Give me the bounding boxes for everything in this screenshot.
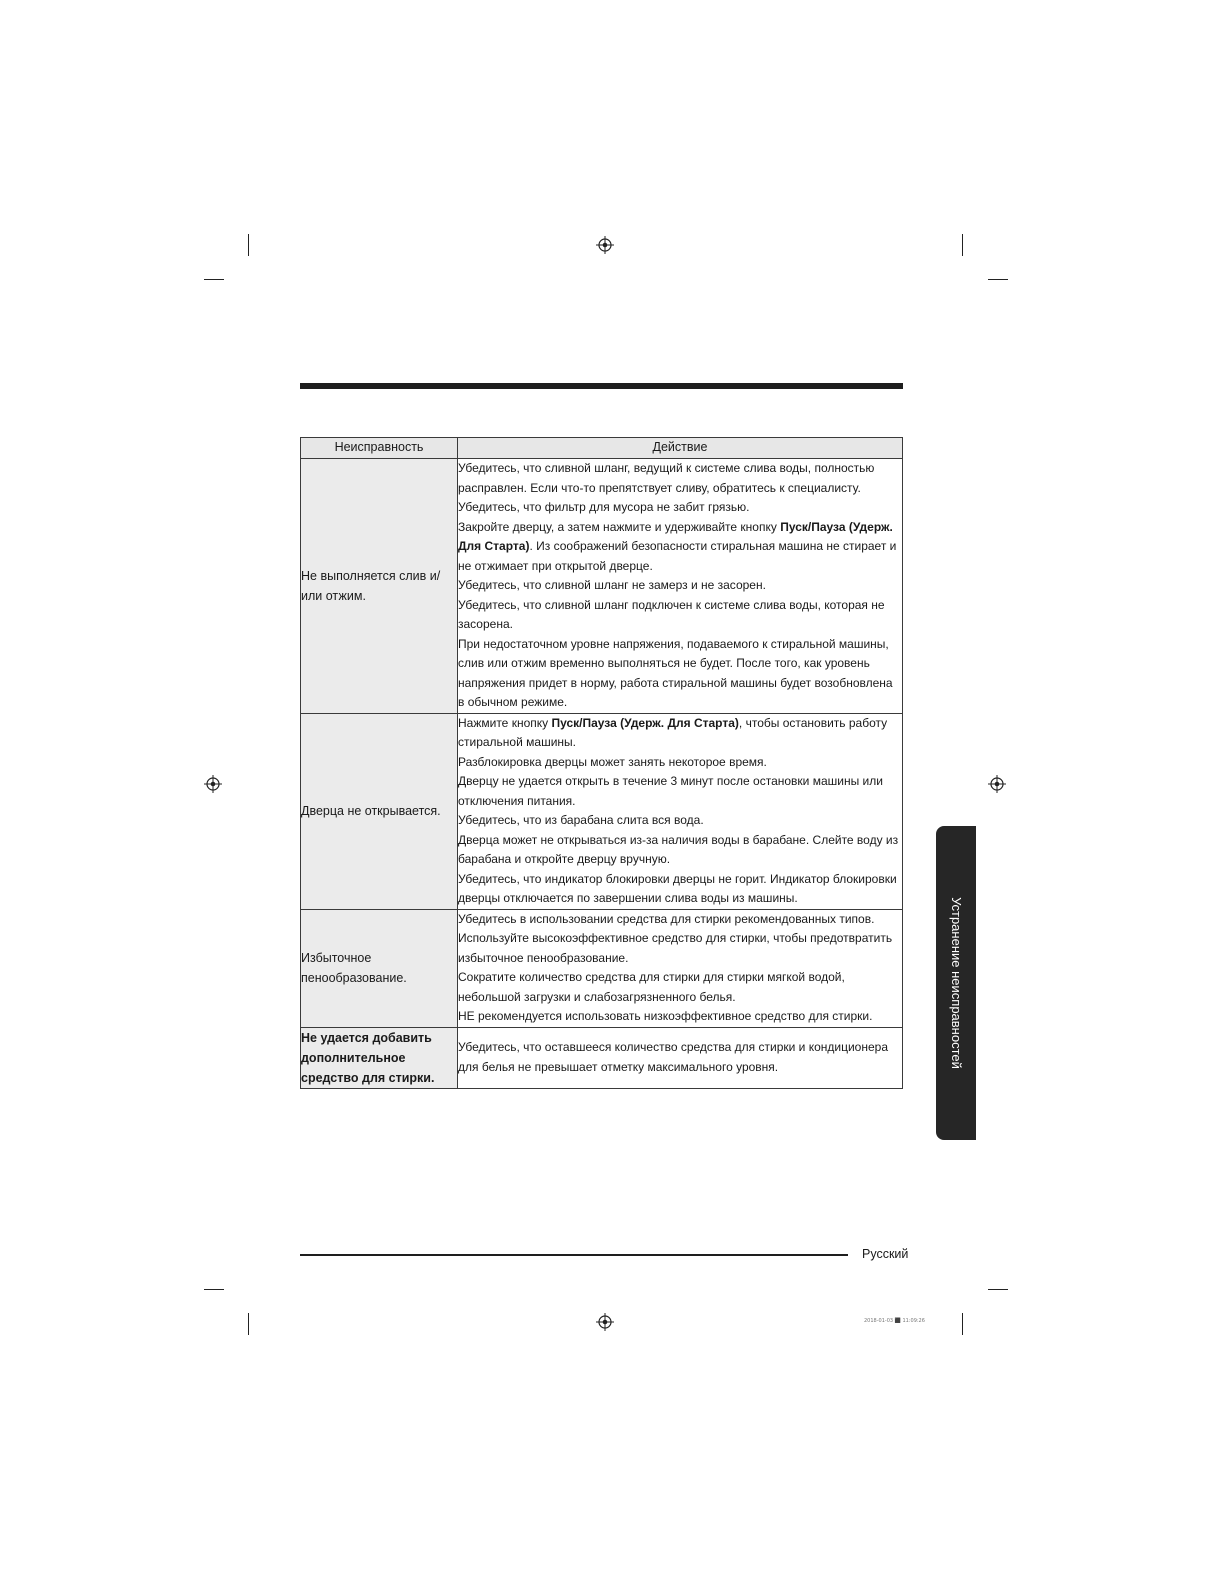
crop-mark xyxy=(988,279,1008,280)
action-item: НЕ рекомендуется использовать низкоэффективное средство для стирки. xyxy=(458,1009,873,1023)
table-header-row xyxy=(301,438,903,459)
registration-mark-icon xyxy=(596,236,614,254)
problem-cell: Не удается добавить дополнительное средство для стирки. xyxy=(301,1027,458,1088)
registration-mark-icon xyxy=(204,775,222,793)
action-list xyxy=(458,1038,902,1077)
crop-mark xyxy=(962,1313,963,1335)
action-item: Убедитесь, что фильтр для мусора не забит грязью. xyxy=(458,500,750,514)
problem-cell: Дверца не открывается. xyxy=(301,713,458,909)
section-side-tab-label: Устранение неисправностей xyxy=(949,897,964,1069)
button-name-emphasis: Пуск/Пауза (Удерж. Для Старта) xyxy=(551,715,739,730)
action-item: Убедитесь, что сливной шланг, ведущий к системе слива воды, полностью расправлен. Если что-то препятствует сливу, обратитесь к специалисту. xyxy=(458,461,875,495)
action-item: Убедитесь в использовании средства для стирки рекомендованных типов. xyxy=(458,911,875,926)
action-item: Убедитесь, что оставшееся количество средства для стирки и кондиционера для белья не превышает отметку максимального уровня. xyxy=(458,1040,889,1074)
button-name-emphasis: Пуск/Пауза (Удерж. Для Старта) xyxy=(458,519,893,553)
action-item: При недостаточном уровне напряжения, подаваемого к стиральной машины, слив или отжим временно выполняться не будет. После того, как уровень напряжения придет в норму, работа стиральной машины будет возобновлена в обычном режиме. xyxy=(458,636,893,709)
print-imprint: 2018-01-03 ⬛ 11:09:26 xyxy=(864,1318,925,1324)
table-row xyxy=(301,909,903,1027)
action-cell xyxy=(458,1027,903,1088)
crop-mark xyxy=(988,1289,1008,1290)
column-header-action: Действие xyxy=(458,438,903,459)
footer-rule xyxy=(300,1254,848,1256)
action-item: Убедитесь, что сливной шланг не замерз и не засорен. xyxy=(458,578,766,592)
action-item: Закройте дверцу, а затем нажмите и удерживайте кнопку Пуск/Пауза (Удерж. Для Старта). Из соображений безопасности стиральная машина не стирает и не отжимает при открытой дверце. xyxy=(458,519,897,573)
header-rule xyxy=(300,383,903,389)
problem-cell: Не выполняется слив и/ или отжим. xyxy=(301,459,458,714)
registration-mark-icon xyxy=(988,775,1006,793)
action-item: Нажмите кнопку Пуск/Пауза (Удерж. Для Старта), чтобы остановить работу стиральной машины. xyxy=(458,715,888,749)
action-item: Разблокировка дверцы может занять некоторое время. xyxy=(458,754,767,769)
action-item: Убедитесь, что из барабана слита вся вода. xyxy=(458,813,704,827)
action-item: Дверцу не удается открыть в течение 3 минут после остановки машины или отключения питания. xyxy=(458,774,883,808)
crop-mark xyxy=(962,234,963,256)
action-list xyxy=(458,714,902,909)
action-cell xyxy=(458,459,903,714)
crop-mark xyxy=(204,279,224,280)
footer-language: Русский xyxy=(862,1247,909,1261)
registration-mark-icon xyxy=(596,1313,614,1331)
table-row xyxy=(301,459,903,714)
action-item: Дверца может не открываться из-за наличия воды в барабане. Слейте воду из барабана и откройте дверцу вручную. xyxy=(458,832,899,866)
problem-cell: Избыточное пенообразование. xyxy=(301,909,458,1027)
crop-mark xyxy=(248,1313,249,1335)
action-item: Используйте высокоэффективное средство для стирки, чтобы предотвратить избыточное пенообразование. xyxy=(458,931,893,965)
column-header-problem: Неисправность xyxy=(301,438,458,459)
action-list xyxy=(458,459,902,713)
action-list xyxy=(458,910,902,1027)
action-item: Убедитесь, что сливной шланг подключен к системе слива воды, которая не засорена. xyxy=(458,597,885,631)
crop-mark xyxy=(248,234,249,256)
action-cell xyxy=(458,909,903,1027)
action-item: Сократите количество средства для стирки для стирки мягкой водой, небольшой загрузки и слабозагрязненного белья. xyxy=(458,970,845,1004)
crop-mark xyxy=(204,1289,224,1290)
action-item: Убедитесь, что индикатор блокировки дверцы не горит. Индикатор блокировки дверцы отключается по завершении слива воды из машины. xyxy=(458,871,897,905)
troubleshooting-table xyxy=(300,437,903,1089)
table-row xyxy=(301,713,903,909)
table-row xyxy=(301,1027,903,1088)
action-cell xyxy=(458,713,903,909)
